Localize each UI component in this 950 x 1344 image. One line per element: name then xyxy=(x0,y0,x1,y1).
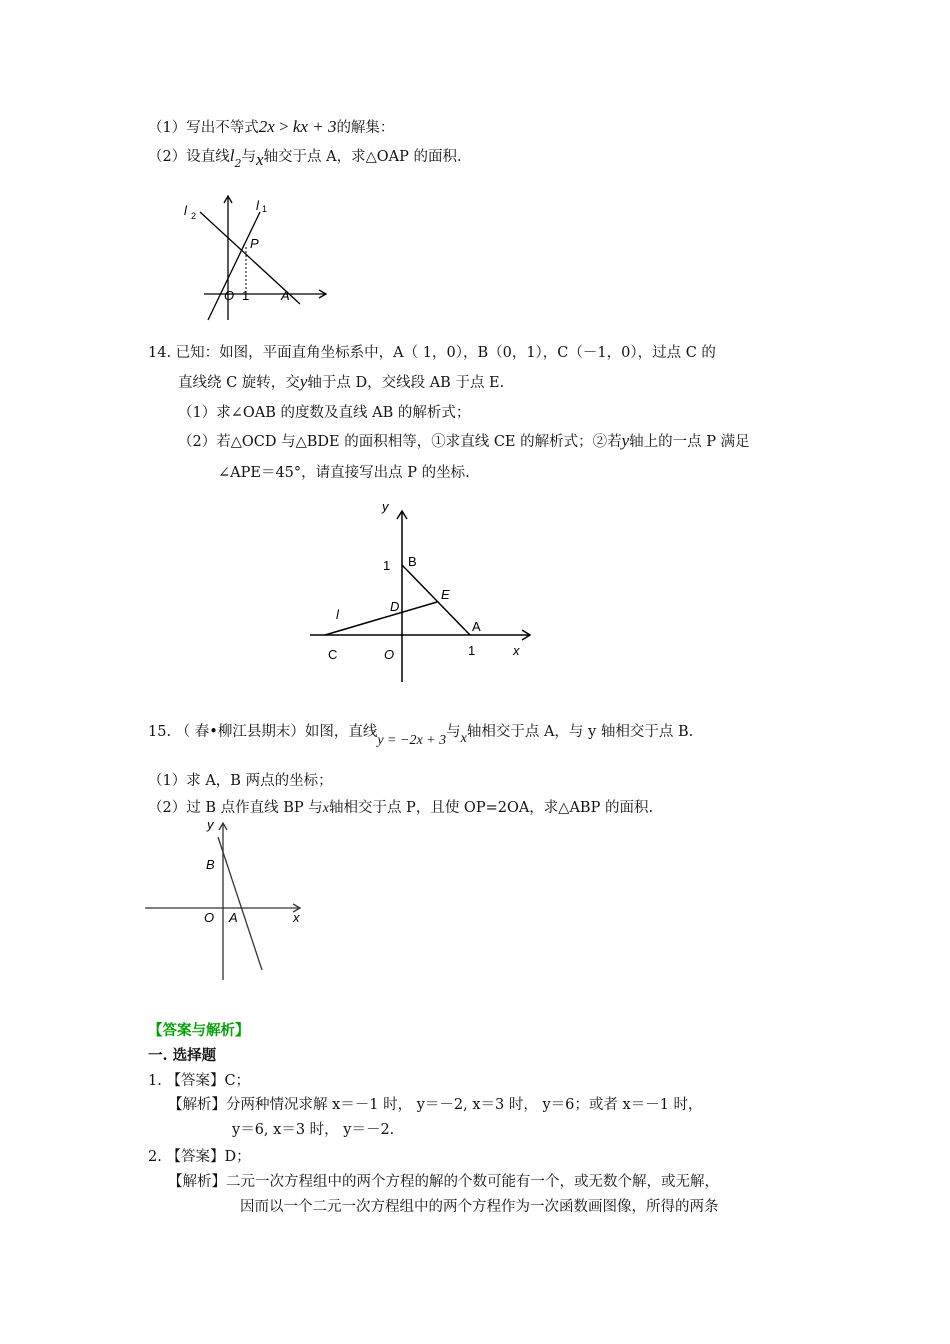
label-one-y: 1 xyxy=(383,558,391,573)
q13-part2 xyxy=(148,146,471,168)
q14-sub3: ∠APE＝45°，请直接写出点 P 的坐标. xyxy=(218,465,470,481)
line-l1 xyxy=(208,212,260,320)
q15-figure xyxy=(140,815,315,985)
q14-line1: 14. 已知：如图，平面直角坐标系中，A（ 1，0），B（0，1），C（－1，0），过点 C 的 xyxy=(148,345,716,361)
q13-part2-mid: 与 xyxy=(241,149,256,165)
q14-sub2-prefix: （2）若△OCD 与△BDE 的面积相等，①求直线 CE 的解析式；②若 xyxy=(178,434,622,450)
label-one-x: 1 xyxy=(468,643,476,658)
q15-prefix: 15. （ 春•柳江县期末）如图，直线 xyxy=(148,724,378,740)
label-A: A xyxy=(281,288,290,303)
q13-figure xyxy=(180,190,340,330)
label-A: A xyxy=(472,619,481,634)
label-x: x xyxy=(293,910,300,925)
q15-sub2-prefix: （2）过 B 点作直线 BP 与 xyxy=(148,800,323,816)
inequality-lhs: 2x xyxy=(258,117,275,136)
q14-sub1: （1）求∠OAB 的度数及直线 AB 的解析式； xyxy=(178,405,471,421)
q15-sub1: （1）求 A，B 两点的坐标； xyxy=(148,773,333,789)
label-O: O xyxy=(224,288,235,303)
q15-line xyxy=(148,722,694,748)
answer-1-exp-line1: 分两种情况求解 x＝－1 时， y＝－2, x＝3 时， y＝6；或者 x＝－1 时， xyxy=(226,1097,703,1113)
explanation-label: 【解析】 xyxy=(168,1174,226,1190)
q14-line2-prefix: 直线绕 C 旋转，交 xyxy=(178,375,300,391)
label-l1-sub: 1 xyxy=(262,204,268,214)
answer-2-explanation xyxy=(168,1172,719,1192)
answer-1-explanation xyxy=(168,1095,703,1115)
line-l2-subscript: 2 xyxy=(234,157,242,170)
label-l2-sub: 2 xyxy=(191,211,197,221)
x-symbol: x xyxy=(322,801,329,816)
label-P: P xyxy=(250,236,259,251)
label-D: D xyxy=(390,599,400,614)
inequality-rhs: kx + 3 xyxy=(292,117,337,136)
q15-mid: 与 xyxy=(446,724,461,740)
q13-part2-suffix: 轴交于点 A，求△OAP 的面积． xyxy=(263,149,472,165)
y-symbol: y xyxy=(621,431,630,450)
q13-part2-prefix: （2）设直线 xyxy=(148,149,230,165)
y-symbol: y xyxy=(299,372,308,391)
q14-line2-suffix: 轴于点 D，交线段 AB 于点 E. xyxy=(307,375,505,391)
label-B: B xyxy=(408,554,417,569)
label-one: 1 xyxy=(242,288,250,303)
answer-2: 2. 【答案】D； xyxy=(148,1149,251,1165)
inequality-sign: > xyxy=(274,117,293,136)
q14-figure xyxy=(300,495,550,690)
label-B: B xyxy=(206,857,215,872)
q14-line2 xyxy=(178,372,504,393)
label-y: y xyxy=(382,499,389,514)
label-C: C xyxy=(328,647,338,662)
label-O: O xyxy=(384,647,395,662)
q15-sub2-suffix: 轴相交于点 P，且使 OP=2OA，求△ABP 的面积. xyxy=(328,800,654,816)
q14-sub2 xyxy=(178,431,750,452)
line-CE xyxy=(325,602,437,635)
label-x: x xyxy=(513,643,520,658)
label-O: O xyxy=(204,910,215,925)
label-l2: l xyxy=(184,203,187,218)
q13-part1 xyxy=(148,117,394,138)
section-title: 一. 选择题 xyxy=(148,1047,217,1064)
label-y: y xyxy=(207,817,214,832)
explanation-label: 【解析】 xyxy=(168,1097,226,1113)
x-symbol: x xyxy=(255,150,264,169)
answer-2-exp-line1: 二元一次方程组中的两个方程的解的个数可能有一个，或无数个解，或无解， xyxy=(226,1174,719,1190)
answer-1-exp-line2: y＝6, x＝3 时， y＝－2. xyxy=(232,1122,395,1138)
line-AB xyxy=(218,837,262,970)
label-l: l xyxy=(336,607,339,622)
q15-equation: y = −2x + 3 xyxy=(377,733,447,748)
label-A: A xyxy=(229,910,238,925)
q14-sub2-suffix: 轴上的一点 P 满足 xyxy=(629,434,750,450)
q13-part1-suffix: 的解集： xyxy=(336,120,395,136)
answer-2-exp-line2: 因而以一个二元一次方程组中的两个方程作为一次函数画图像，所得的两条 xyxy=(240,1199,719,1215)
answer-1: 1. 【答案】C； xyxy=(148,1073,251,1089)
x-symbol: x xyxy=(460,731,467,746)
answers-header: 【答案与解析】 xyxy=(148,1022,250,1039)
label-E: E xyxy=(441,587,450,602)
q15-suffix: 轴相交于点 A，与 y 轴相交于点 B. xyxy=(466,724,694,740)
q13-part1-prefix: （1）写出不等式 xyxy=(148,120,259,136)
label-l1: l xyxy=(256,198,259,213)
segment-AB xyxy=(402,565,470,635)
line-l-symbol: l xyxy=(229,146,235,165)
